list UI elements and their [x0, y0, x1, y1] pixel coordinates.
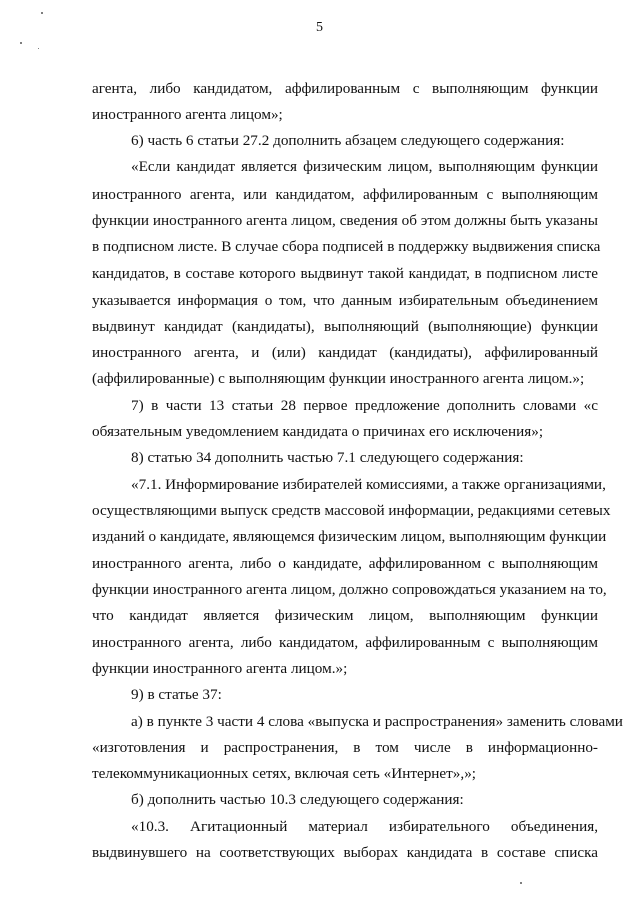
text-line: иностранного агента, или кандидатом, аффилированным с выполняющим — [92, 186, 598, 203]
text-line: что кандидат является физическим лицом, выполняющим функции — [92, 607, 598, 624]
text-line: обязательным уведомлением кандидата о причинах его исключения»; — [92, 423, 544, 440]
text-line: агента, либо кандидатом, аффилированным с выполняющим функции — [92, 80, 598, 97]
text-line: б) дополнить частью 10.3 следующего содержания: — [131, 791, 464, 808]
text-line: выдвинут кандидат (кандидаты), выполняющий (выполняющие) функции — [92, 318, 598, 335]
text-line: иностранного агента, и (или) кандидат (кандидаты), аффилированный — [92, 344, 598, 361]
scan-speck — [41, 12, 43, 14]
text-line: 7) в части 13 статьи 28 первое предложение дополнить словами «с — [131, 397, 598, 414]
scan-speck — [330, 387, 331, 388]
text-line: кандидатов, в составе которого выдвинут такой кандидат, в подписном листе — [92, 265, 598, 282]
text-line: функции иностранного агента лицом.»; — [92, 660, 348, 677]
text-line: 6) часть 6 статьи 27.2 дополнить абзацем следующего содержания: — [131, 132, 565, 149]
text-line: осуществляющими выпуск средств массовой информации, редакциями сетевых — [92, 502, 611, 519]
text-line: «7.1. Информирование избирателей комиссиями, а также организациями, — [131, 476, 606, 493]
text-line: иностранного агента, либо кандидатом, аффилированным с выполняющим — [92, 634, 598, 651]
text-line: телекоммуникационных сетях, включая сеть «Интернет»,»; — [92, 765, 477, 782]
scan-speck — [20, 42, 22, 44]
text-line: функции иностранного агента лицом, сведения об этом должны быть указаны — [92, 212, 598, 229]
text-line: а) в пункте 3 части 4 слова «выпуска и распространения» заменить словами — [131, 713, 623, 730]
text-line: 9) в статье 37: — [131, 686, 222, 703]
text-line: функции иностранного агента лицом, должно сопровождаться указанием на то, — [92, 581, 607, 598]
text-line: выдвинувшего на соответствующих выборах кандидата в составе списка — [92, 844, 598, 861]
text-line: иностранного агента лицом»; — [92, 106, 283, 123]
text-line: «Если кандидат является физическим лицом, выполняющим функции — [131, 158, 598, 175]
scan-speck — [520, 882, 522, 884]
scan-speck — [38, 48, 39, 49]
text-line: (аффилированные) с выполняющим функции иностранного агента лицом.»; — [92, 370, 585, 387]
text-line: 8) статью 34 дополнить частью 7.1 следующего содержания: — [131, 449, 524, 466]
text-line: изданий о кандидате, являющемся физическим лицом, выполняющим функции — [92, 528, 607, 545]
text-line: иностранного агента, либо о кандидате, аффилированном с выполняющим — [92, 555, 598, 572]
text-line: «изготовления и распространения, в том числе в информационно- — [92, 739, 598, 756]
page-number: 5 — [316, 20, 323, 35]
text-line: в подписном листе. В случае сбора подписей в поддержку выдвижения списка — [92, 238, 601, 255]
text-line: «10.3. Агитационный материал избирательного объединения, — [131, 818, 598, 835]
text-line: указывается информация о том, что данным избирательным объединением — [92, 292, 598, 309]
